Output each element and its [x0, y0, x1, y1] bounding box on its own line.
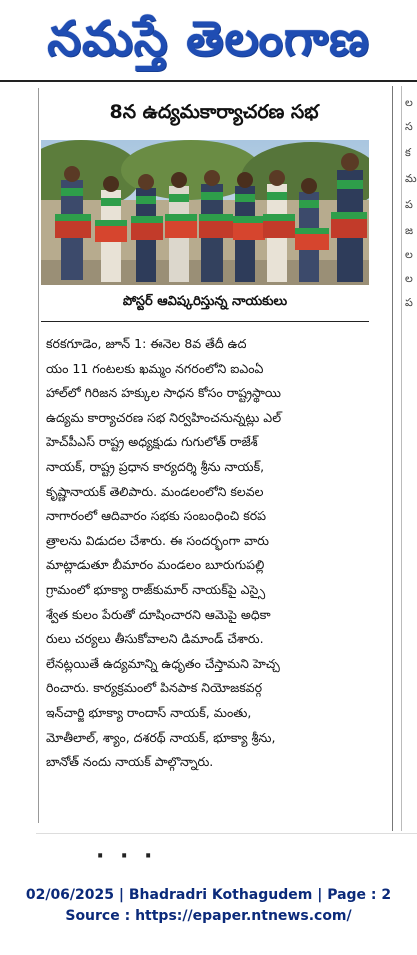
column-divider-right-2 [401, 86, 402, 831]
neighbour-column-fragment: జ [405, 224, 414, 237]
article-line: మోతీలాల్, శ్యాం, దశరథ్ నాయక్, భూక్యా శ్రీను, [46, 729, 276, 745]
photo-illustration [41, 140, 369, 285]
masthead-divider [0, 80, 417, 82]
news-photo [41, 140, 369, 285]
footer-date-edition: 02/06/2025 | Bhadradri Kothagudem | Page : 2 [25, 887, 392, 903]
article-line: కృష్ణానాయక్ తెలిపారు. మండలంలోని కలవల [46, 483, 264, 499]
clipping-footer [0, 885, 417, 927]
neighbour-column-fragment: ల [405, 248, 413, 261]
column-divider-left [38, 88, 39, 823]
article-line: యం 11 గంటలకు ఖమ్మం నగరంలోని ఐఎంఏ [46, 360, 264, 376]
neighbour-column-fragment: క [405, 146, 411, 159]
article-line: రులు చర్యలు తీసుకోవాలని డిమాండ్ చేశారు. [46, 631, 264, 647]
truncated-headline-fragment: · · · [96, 844, 157, 869]
footer-source: Source : https://epaper.ntnews.com/ [65, 908, 352, 924]
article-line: కరకగూడెం, జూన్ 1: ఈనెల 8వ తేదీ ఉద [46, 336, 247, 351]
article-line: శ్వేత కులం పేరుతో దూషించారని ఆమెపై అధికా [46, 606, 271, 622]
article-line: బానోత్ నందు నాయక్ పాల్గొన్నారు. [46, 754, 214, 770]
article-line: లేనట్లయితే ఉద్యమాన్ని ఉధృతం చేస్తామని హెచ్చ [46, 655, 280, 671]
next-article-fragment [36, 833, 417, 874]
photo-caption: పోస్టర్ ఆవిష్కరిస్తున్న నాయకులు [41, 285, 369, 322]
neighbour-column-fragment: స [405, 120, 413, 133]
column-divider-right [392, 86, 393, 831]
article-line: హెచ్‌పీఎస్ రాష్ట్ర అధ్యక్షుడు గుగులోత్ రాజేశ్ [46, 434, 258, 450]
neighbour-column-fragment: ప [405, 198, 413, 211]
article-line: మాట్లాడుతూ బీమారం మండలం బూరుగుపల్లి [46, 557, 265, 573]
newspaper-masthead [6, 6, 411, 72]
article-line: ఉద్యమ కార్యాచరణ సభ నిర్వహించనున్నట్లు ఎల్ [46, 409, 282, 425]
article-line: హాల్‌లో గిరిజన హక్కుల సాధన కోసం రాష్ట్రస్థాయి [46, 385, 282, 401]
neighbour-column-fragment: మ [405, 172, 417, 185]
neighbour-column-fragment: ల [405, 96, 413, 109]
article-body [46, 332, 380, 775]
article-line: త్రాలను విడుదల చేశారు. ఈ సందర్భంగా వారు [46, 532, 269, 548]
neighbour-column-fragment: ల [405, 272, 413, 285]
article-line: రించారు. కార్యక్రమంలో పినపాక నియోజకవర్గ [46, 680, 263, 696]
neighbour-column-fragment: ప [405, 296, 413, 309]
article-headline: 8న ఉద్యమకార్యాచరణ సభ [109, 101, 319, 123]
article-line: గ్రామంలో భూక్యా రాజ్‌కుమార్ నాయక్‌పై ఎస్సై [46, 581, 266, 597]
masthead-title: నమస్తే తెలంగాణ [47, 11, 370, 67]
article-line: ఇన్‌చార్జి భూక్యా రాందాస్ నాయక్, మంతు, [46, 704, 252, 720]
article-line: నాగారంలో ఆదివారం సభకు సంబంధించి కరప [46, 508, 267, 524]
article-line: నాయక్, రాష్ట్ర ప్రధాన కార్యదర్శి శ్రీను నాయక్, [46, 458, 265, 474]
